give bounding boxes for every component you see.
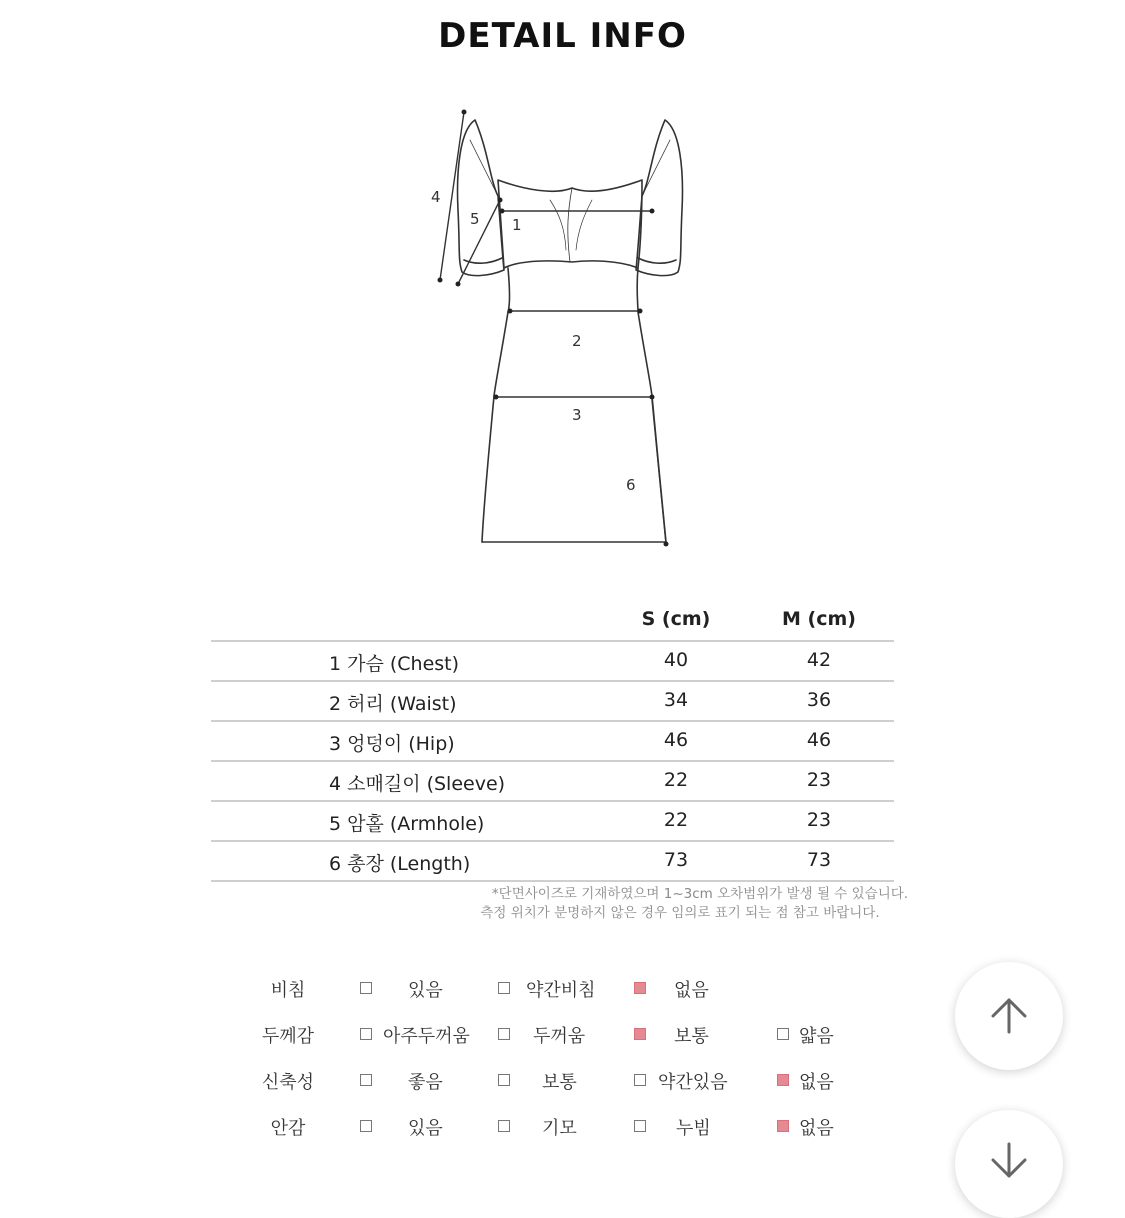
row-label: 6 총장 (Length) [329,853,471,875]
row-label: 3 엉덩이 (Hip) [329,733,455,755]
option-label: 얇음 [799,1026,834,1047]
row-value-m: 23 [806,769,832,791]
checkbox[interactable] [360,982,372,994]
diagram-label-6: 6 [626,476,636,494]
table-row [211,680,894,720]
table-row [211,800,894,840]
diagram-label-4: 4 [431,188,441,206]
row-value-m: 36 [806,689,832,711]
checkbox[interactable] [498,1028,510,1040]
option-label: 없음 [674,980,709,1001]
header-size-s: S (cm) [641,608,711,630]
checkbox[interactable] [360,1028,372,1040]
attribute-name: 두께감 [261,1026,315,1047]
option-label: 약간비침 [526,980,596,1001]
option-label: 있음 [408,980,443,1001]
diagram-label-2: 2 [572,332,582,350]
option-label: 없음 [799,1072,834,1093]
option-label: 보통 [542,1072,577,1093]
checkbox[interactable] [777,1074,789,1086]
row-value-s: 34 [663,689,689,711]
attribute-name: 신축성 [261,1072,315,1093]
option-label: 좋음 [408,1072,443,1093]
option-label: 두꺼움 [533,1026,586,1047]
row-label: 1 가슴 (Chest) [329,653,460,675]
option-label: 아주두꺼움 [383,1026,470,1047]
table-row [211,760,894,800]
checkbox[interactable] [498,1074,510,1086]
page-title: DETAIL INFO [438,16,687,56]
checkbox[interactable] [777,1028,789,1040]
table-row [211,840,894,882]
dress-diagram [380,100,740,560]
checkbox[interactable] [498,1120,510,1132]
table-row [211,640,894,680]
diagram-label-3: 3 [572,406,582,424]
checkbox[interactable] [634,1028,646,1040]
row-value-s: 22 [663,809,689,831]
checkbox[interactable] [360,1120,372,1132]
scroll-top-button[interactable] [955,962,1063,1070]
attribute-row-lining [0,1114,1125,1144]
checkbox[interactable] [634,1120,646,1132]
option-label: 보통 [674,1026,709,1047]
diagram-label-1: 1 [512,216,522,234]
row-value-s: 22 [663,769,689,791]
row-value-s: 46 [663,729,689,751]
row-label: 4 소매길이 (Sleeve) [329,773,506,795]
size-table-header [211,604,894,640]
attribute-name: 비침 [270,980,306,1001]
row-value-s: 40 [663,649,689,671]
checkbox[interactable] [634,982,646,994]
checkbox[interactable] [634,1074,646,1086]
attribute-row-stretch [0,1068,1125,1098]
option-label: 누빔 [676,1118,711,1139]
row-value-s: 73 [663,849,689,871]
option-label: 없음 [799,1118,834,1139]
arrow-up-icon [989,996,1029,1036]
diagram-label-5: 5 [470,210,480,228]
checkbox[interactable] [360,1074,372,1086]
checkbox[interactable] [777,1120,789,1132]
option-label: 기모 [542,1118,577,1139]
arrow-down-icon [989,1140,1029,1180]
option-label: 있음 [408,1118,443,1139]
checkbox[interactable] [498,982,510,994]
row-label: 2 허리 (Waist) [329,693,457,715]
row-value-m: 73 [806,849,832,871]
row-value-m: 23 [806,809,832,831]
header-size-m: M (cm) [782,608,856,630]
size-table [211,604,894,882]
row-value-m: 42 [806,649,832,671]
row-value-m: 46 [806,729,832,751]
measurement-note: *단면사이즈로 기재하였으며 1~3cm 오차범위가 발생 될 수 있습니다. [491,886,909,902]
row-label: 5 암홀 (Armhole) [329,813,485,835]
scroll-bottom-button[interactable] [955,1110,1063,1218]
table-row [211,720,894,760]
measurement-note: 측정 위치가 분명하지 않은 경우 임의로 표기 되는 점 참고 바랍니다. [480,905,880,921]
attribute-name: 안감 [270,1118,306,1139]
option-label: 약간있음 [658,1072,728,1093]
